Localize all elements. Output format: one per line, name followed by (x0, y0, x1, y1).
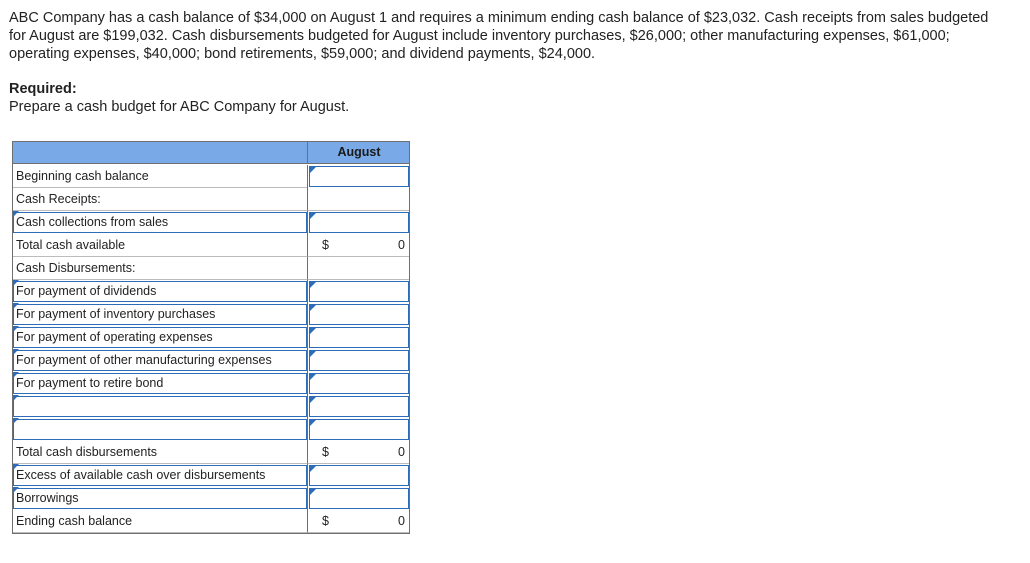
table-header (13, 141, 409, 164)
dropdown-marker-icon (13, 372, 19, 378)
amount-input[interactable] (309, 350, 409, 371)
row-label-input[interactable]: Excess of available cash over disbursements (13, 465, 307, 486)
table-row (13, 326, 409, 349)
amount-input[interactable] (309, 327, 409, 348)
row-label-input[interactable]: For payment of inventory purchases (13, 304, 307, 325)
dropdown-marker-icon (13, 326, 19, 332)
dropdown-marker-icon (13, 395, 19, 401)
row-value-cell (307, 303, 409, 326)
table-row (13, 257, 409, 280)
row-value-cell (307, 257, 409, 280)
dropdown-marker-icon (13, 418, 19, 424)
row-value-cell (307, 326, 409, 349)
amount-input[interactable] (309, 396, 409, 417)
problem-text: ABC Company has a cash balance of $34,000 on August 1 and requires a minimum ending cash balance of $23,032. Cash receipts from sales budgeted for August are $199,032. Cash disbursements budgeted for August include inventory purchases, $26,000; other manufacturing expenses, $61,000; operating expenses, $40,000; bond retirements, $59,000; and dividend payments, $24,000. (9, 10, 989, 62)
row-value-cell (307, 418, 409, 441)
currency-symbol: $ (322, 238, 329, 252)
row-label: Cash Receipts: (13, 188, 307, 211)
row-label-input[interactable]: For payment of other manufacturing expenses (13, 350, 307, 371)
row-value-cell (307, 441, 409, 464)
table-row (13, 372, 409, 395)
row-label: Beginning cash balance (13, 165, 307, 188)
dropdown-marker-icon (13, 487, 19, 493)
input-marker-icon (310, 374, 316, 380)
table-row (13, 395, 409, 418)
row-value-cell (307, 165, 409, 188)
table-row (13, 464, 409, 487)
row-label-input[interactable]: For payment of dividends (13, 281, 307, 302)
input-marker-icon (310, 213, 316, 219)
input-marker-icon (310, 466, 316, 472)
row-label-cell (13, 303, 307, 326)
input-marker-icon (310, 397, 316, 403)
currency-symbol: $ (322, 514, 329, 528)
row-label-cell (13, 349, 307, 372)
row-value-cell (307, 188, 409, 211)
amount-input[interactable] (309, 166, 409, 187)
row-value-cell (307, 234, 409, 257)
row-value-cell (307, 211, 409, 234)
amount-input[interactable] (309, 419, 409, 440)
row-label-input[interactable] (13, 396, 307, 417)
table-row (13, 510, 409, 533)
column-header-august: August (307, 142, 410, 163)
row-label: Ending cash balance (13, 510, 307, 533)
row-value-cell (307, 372, 409, 395)
amount-input[interactable] (309, 373, 409, 394)
dropdown-marker-icon (13, 464, 19, 470)
row-value-cell (307, 464, 409, 487)
table-row (13, 234, 409, 257)
table-row (13, 441, 409, 464)
input-marker-icon (310, 282, 316, 288)
table-row (13, 165, 409, 188)
dropdown-marker-icon (13, 349, 19, 355)
row-label-cell (13, 464, 307, 487)
row-label: Total cash disbursements (13, 441, 307, 464)
input-marker-icon (310, 420, 316, 426)
row-label-input[interactable]: Borrowings (13, 488, 307, 509)
required-instruction: Prepare a cash budget for ABC Company for August. (9, 99, 350, 115)
computed-amount: 0 (398, 238, 405, 252)
row-label-cell (13, 280, 307, 303)
amount-input[interactable] (309, 281, 409, 302)
input-marker-icon (310, 167, 316, 173)
dropdown-marker-icon (13, 280, 19, 286)
table-row (13, 211, 409, 234)
problem-statement (9, 9, 989, 63)
row-label-cell (13, 418, 307, 441)
row-label-cell (13, 487, 307, 510)
row-value-cell (307, 280, 409, 303)
required-heading: Required: (9, 81, 77, 97)
currency-symbol: $ (322, 445, 329, 459)
table-row (13, 487, 409, 510)
computed-amount: 0 (398, 514, 405, 528)
amount-input[interactable] (309, 304, 409, 325)
input-marker-icon (310, 489, 316, 495)
input-marker-icon (310, 305, 316, 311)
cash-budget-table (12, 141, 410, 534)
row-label-cell (13, 326, 307, 349)
amount-input[interactable] (309, 212, 409, 233)
amount-input[interactable] (309, 488, 409, 509)
table-row (13, 280, 409, 303)
row-label-input[interactable] (13, 419, 307, 440)
row-label-input[interactable]: For payment of operating expenses (13, 327, 307, 348)
input-marker-icon (310, 328, 316, 334)
input-marker-icon (310, 351, 316, 357)
table-body (13, 165, 409, 533)
row-label-input[interactable]: For payment to retire bond (13, 373, 307, 394)
row-value-cell (307, 510, 409, 533)
row-label: Cash Disbursements: (13, 257, 307, 280)
row-label-cell (13, 211, 307, 234)
dropdown-marker-icon (13, 303, 19, 309)
row-value-cell (307, 349, 409, 372)
table-row (13, 418, 409, 441)
row-label-cell (13, 372, 307, 395)
row-label: Total cash available (13, 234, 307, 257)
table-row (13, 303, 409, 326)
row-label-input[interactable]: Cash collections from sales (13, 212, 307, 233)
amount-input[interactable] (309, 465, 409, 486)
table-row (13, 188, 409, 211)
table-row (13, 349, 409, 372)
row-value-cell (307, 395, 409, 418)
computed-amount: 0 (398, 445, 405, 459)
row-label-cell (13, 395, 307, 418)
dropdown-marker-icon (13, 211, 19, 217)
row-value-cell (307, 487, 409, 510)
